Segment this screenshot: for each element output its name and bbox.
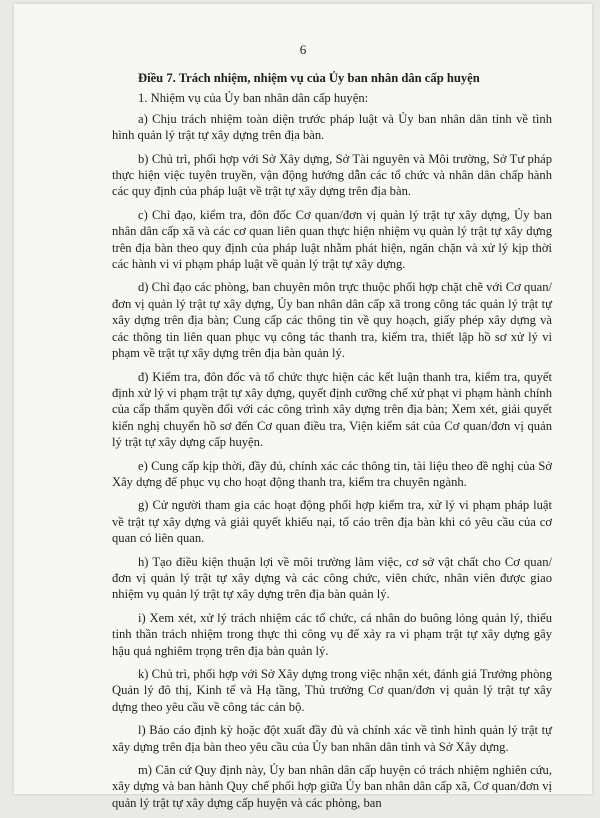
paragraph-l: l) Báo cáo định kỳ hoặc đột xuất đầy đủ và chính xác về tình hình quản lý trật tự xây dựng trên địa bàn theo yêu cầu của Ủy ban nhân dân tỉnh và Sở Xây dựng. — [112, 723, 552, 754]
paragraph-h: h) Tạo điều kiện thuận lợi về môi trường làm việc, cơ sở vật chất cho Cơ quan/đơn vị quản lý trật tự xây dựng và các công chức, viên chức, nhân viên được giao nhiệm vụ quản lý trật tự xây dựng trên địa bàn quản lý. — [112, 554, 552, 602]
paragraph-m: m) Căn cứ Quy định này, Ủy ban nhân dân cấp huyện có trách nhiệm nghiên cứu, xây dựng và ban hành Quy chế phối hợp giữa Ủy ban nhân dân cấp xã, Cơ quan/đơn vị quản lý trật tự xây dựng cấp huyện và các phòng, ban — [112, 763, 552, 810]
document-page — [14, 4, 592, 810]
paragraph-d: d) Chỉ đạo các phòng, ban chuyên môn trực thuộc phối hợp chặt chẽ với Cơ quan/đơn vị quản lý trật tự xây dựng, Ủy ban nhân dân cấp xã trong công tác quản lý trật tự xây dựng trên địa bàn; Cung cấp các thông tin về quy hoạch, giấy phép xây dựng và các thông tin liên quan phục vụ công tác thanh tra, kiểm tra, thiết lập hồ sơ xử lý vi phạm về trật tự xây dựng trên địa bàn quản lý. — [112, 280, 552, 361]
paragraph-e: e) Cung cấp kịp thời, đầy đủ, chính xác các thông tin, tài liệu theo đề nghị của Sở Xây dựng để phục vụ cho hoạt động thanh tra, kiểm tra chuyên ngành. — [112, 458, 552, 489]
paragraph-a: a) Chịu trách nhiệm toàn diện trước pháp luật và Ủy ban nhân dân tỉnh về tình hình quản lý trật tự xây dựng trên địa bàn. — [112, 111, 552, 143]
paragraph-b: b) Chủ trì, phối hợp với Sở Xây dựng, Sở Tài nguyên và Môi trường, Sở Tư pháp thực hiện việc tuyên truyền, vận động hướng dẫn các tổ chức và nhân dân chấp hành các quy định của pháp luật về trật tự xây dựng trên địa bàn. — [112, 151, 552, 199]
paragraph-k: k) Chủ trì, phối hợp với Sở Xây dựng trong việc nhận xét, đánh giá Trưởng phòng Quản lý đô thị, Kinh tế và Hạ tầng, Thủ trưởng Cơ quan/đơn vị quản lý trật tự xây dựng theo yêu cầu về công tác cán bộ. — [112, 667, 552, 714]
page-number: 6 — [299, 42, 307, 57]
paragraph-dd: đ) Kiểm tra, đôn đốc và tổ chức thực hiện các kết luận thanh tra, kiểm tra, quyết định xử lý vi phạm trật tự xây dựng, quyết định cưỡng chế xử phạt vi phạm hành chính của cấp thẩm quyền đối với các công trình xây dựng trên địa bàn; Xem xét, giải quyết kiến nghị chuyển hồ sơ đến Cơ quan điều tra, Viện kiểm sát của Cơ quan/đơn vị quản lý trật tự xây dựng cấp huyện. — [112, 369, 552, 450]
paragraph-c: c) Chỉ đạo, kiểm tra, đôn đốc Cơ quan/đơn vị quản lý trật tự xây dựng, Ủy ban nhân dân cấp xã và các cơ quan liên quan thực hiện nhiệm vụ quản lý trật tự xây dựng trên địa bàn theo quy định của pháp luật nhằm phát hiện, ngăn chặn và xử lý kịp thời các hành vi vi phạm pháp luật về quản lý trật tự xây dựng. — [112, 207, 552, 272]
document-body — [112, 70, 552, 818]
paragraph-i: i) Xem xét, xử lý trách nhiệm các tổ chức, cá nhân do buông lỏng quản lý, thiếu tinh thần trách nhiệm trong thực thi công vụ để xảy ra vi phạm trật tự xây dựng gây hậu quả nghiêm trọng trên địa bàn quản lý. — [112, 610, 552, 658]
paragraph-g: g) Cử người tham gia các hoạt động phối hợp kiểm tra, xử lý vi phạm pháp luật về trật tự xây dựng và giải quyết khiếu nại, tố cáo trên địa bàn khi có yêu cầu của cơ quan có liên quan. — [112, 498, 552, 546]
section-intro: 1. Nhiệm vụ của Ủy ban nhân dân cấp huyện: — [138, 91, 369, 106]
article-heading: Điều 7. Trách nhiệm, nhiệm vụ của Ủy ban nhân dân cấp huyện — [138, 71, 480, 85]
